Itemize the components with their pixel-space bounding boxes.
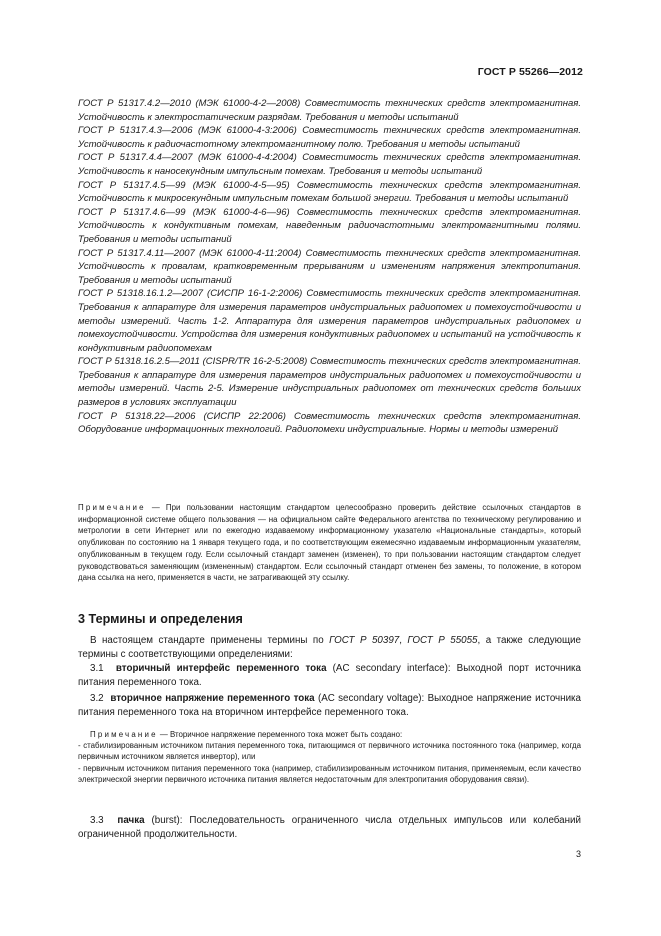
reference-item: ГОСТ Р 51317.4.3—2006 (МЭК 61000-4-3:2006) Совместимость технических средств электромагнитная. Устойчивость к радиочастотному электромагнитному полю. Требования и методы испытаний: [78, 125, 581, 150]
term-text: (AC secondary voltage): Выходное напряжение источника питания переменного тока на вторичном интерфейсе переменного тока.: [78, 693, 581, 718]
page-number: 3: [575, 849, 581, 859]
note-text: — Вторичное напряжение переменного тока может быть создано:: [159, 730, 403, 739]
reference-item: ГОСТ Р 51317.4.2—2010 (МЭК 61000-4-2—2008) Совместимость технических средств электромагнитная. Устойчивость к электростатическим разрядам. Требования и методы испытаний: [78, 98, 581, 123]
note-label: Примечание: [90, 730, 158, 739]
term-note: [78, 729, 581, 785]
note-list-item: - стабилизированным источником питания переменного тока, питающимся от первичного источника постоянного тока (например, когда первичным источником является инвертор), или: [78, 741, 581, 762]
term-name: вторичный интерфейс переменного тока: [115, 663, 327, 674]
reference-link: ГОСТ Р 50397: [329, 635, 400, 646]
term-name: пачка: [117, 815, 145, 826]
reference-item: ГОСТ Р 51317.4.4—2007 (МЭК 61000-4-4:2004) Совместимость технических средств электромагнитная. Устойчивость к наносекундным импульсным помехам. Требования и методы испытаний: [78, 152, 581, 177]
reference-item: ГОСТ Р 51317.4.11—2007 (МЭК 61000-4-11:2004) Совместимость технических средств электромагнитная. Устойчивость к провалам, кратковременным прерываниям и изменениям напряжения электропитания. Требования и методы испытаний: [78, 247, 581, 286]
term-definition: [78, 692, 581, 720]
term-name: вторичное напряжение переменного тока: [110, 693, 315, 704]
note-label: Примечание: [78, 503, 146, 512]
note-text: — При пользовании настоящим стандартом целесообразно проверить действие ссылочных стандартов в информационной системе общего пользования — на официальном сайте Федерального агентства по техническому регулированию и метрологии в сети Интернет или по ежегодно издаваемому информационному указателю «Национальные стандарты», который опубликован по состоянию на 1 января текущего года, и по соответствующим ежемесячно издаваемым информационным указателям, опубликованным в текущем году. Если ссылочный стандарт заменен (изменен), то при пользовании настоящим стандартом следует руководствоваться заменяющим (измененным) стандартом. Если ссылочный стандарт отменен без замены, то положение, в котором дана ссылка на него, применяется в части, не затрагивающей эту ссылку.: [78, 503, 581, 583]
normative-references-list: [78, 97, 581, 437]
reference-link: ГОСТ Р 55055: [407, 635, 478, 646]
reference-item: ГОСТ Р 51317.4.6—99 (МЭК 61000-4-6—96) Совместимость технических средств электромагнитная. Устойчивость к кондуктивным помехам, наведенным радиочастотными электромагнитными полями. Требования и методы испытаний: [78, 206, 581, 245]
term-number: 3.2: [90, 693, 104, 704]
term-number: 3.1: [90, 663, 104, 674]
note-list-item: - первичным источником питания переменного тока (например, стабилизированным источником питания, применяемым, если качество электрической энергии первичного источника питания является недостаточным для электропитания оборудования связи).: [78, 763, 581, 784]
term-definition: [78, 662, 581, 690]
reference-item: ГОСТ Р 51317.4.5—99 (МЭК 61000-4-5—95) Совместимость технических средств электромагнитная. Устойчивость к микросекундным импульсным помехам большой энергии. Требования и методы испытаний: [78, 179, 581, 205]
section-title: 3 Термины и определения: [78, 612, 243, 626]
reference-item: ГОСТ Р 51318.16.2.5—2011 (CISPR/TR 16-2-5:2008) Совместимость технических средств электромагнитная. Требования к аппаратуре для измерения параметров индустриальных радиопомех и помехоустойчивости и методы измерений. Часть 2-5. Измерение индустриальных радиопомех от технических средств больших размеров в условиях эксплуатации: [78, 356, 581, 409]
section-intro: В настоящем стандарте применены термины по ГОСТ Р 50397, ГОСТ Р 55055, а также следующие термины с соответствующими определениями:: [78, 635, 581, 660]
term-definition: [78, 814, 581, 842]
term-number: 3.3: [90, 815, 104, 826]
references-note: [78, 502, 581, 584]
term-text: (burst): Последовательность ограниченного числа отдельных импульсов или колебаний ограниченной продолжительности.: [78, 815, 581, 840]
term-text: (AC secondary interface): Выходной порт источника питания переменного тока.: [78, 663, 581, 688]
reference-item: ГОСТ Р 51318.22—2006 (СИСПР 22:2006) Совместимость технических средств электромагнитная. Оборудование информационных технологий. Радиопомехи индустриальные. Нормы и методы измерений: [78, 410, 581, 436]
reference-item: ГОСТ Р 51318.16.1.2—2007 (СИСПР 16-1-2:2006) Совместимость технических средств электромагнитная. Требования к аппаратуре для измерения параметров индустриальных радиопомех и помехоустойчивости и методы измерений. Часть 1-2. Аппаратура для измерения параметров индустриальных радиопомех и помехоустойчивости. Устройства для измерения кондуктивных радиопомех и испытаний на устойчивость к кондуктивным радиопомехам: [78, 288, 581, 354]
document-header-id: ГОСТ Р 55266—2012: [477, 66, 583, 78]
